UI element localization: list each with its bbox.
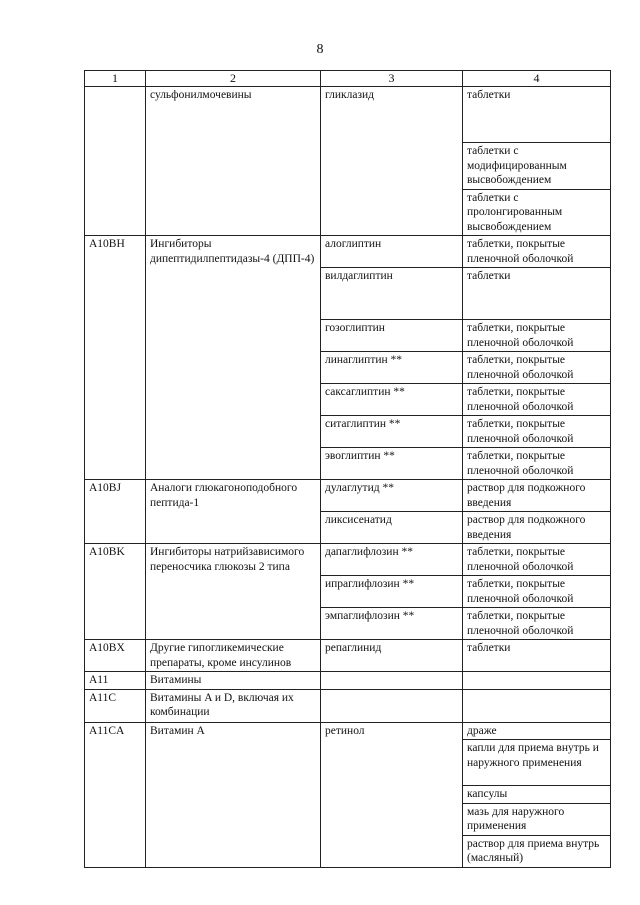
table-header-row — [85, 71, 611, 87]
form-cell: капли для приема внутрь и наружного применения — [463, 740, 611, 786]
drug-cell: линаглиптин ** — [321, 352, 463, 384]
form-cell: таблетки — [463, 268, 611, 320]
form-cell: раствор для приема внутрь (масляный) — [463, 835, 611, 867]
drug-cell: гозоглиптин — [321, 320, 463, 352]
group-cell: Витамин A — [146, 722, 321, 867]
form-cell: драже — [463, 722, 611, 740]
form-cell: таблетки, покрытые пленочной оболочкой — [463, 448, 611, 480]
group-cell: Аналоги глюкагоноподобного пептида-1 — [146, 480, 321, 544]
table-row — [85, 689, 611, 722]
drug-cell — [321, 689, 463, 722]
column-header: 4 — [463, 71, 611, 87]
form-cell: таблетки с модифицированным высвобождением — [463, 143, 611, 190]
atc-code-cell: A10BX — [85, 640, 146, 672]
table-row — [85, 236, 611, 268]
table-row — [85, 544, 611, 576]
atc-code-cell: A11 — [85, 672, 146, 690]
form-cell: таблетки, покрытые пленочной оболочкой — [463, 608, 611, 640]
atc-code-cell: A11CA — [85, 722, 146, 867]
drug-cell — [321, 672, 463, 690]
form-cell — [463, 672, 611, 690]
form-cell: таблетки, покрытые пленочной оболочкой — [463, 384, 611, 416]
column-header: 1 — [85, 71, 146, 87]
drug-cell: вилдаглиптин — [321, 268, 463, 320]
atc-code-cell: A10BH — [85, 236, 146, 480]
atc-code-cell: A11C — [85, 689, 146, 722]
drug-cell: дапаглифлозин ** — [321, 544, 463, 576]
drug-cell: дулаглутид ** — [321, 480, 463, 512]
drug-cell: ипраглифлозин ** — [321, 576, 463, 608]
form-cell: таблетки с пролонгированным высвобождением — [463, 189, 611, 236]
table-row — [85, 722, 611, 740]
form-cell: таблетки, покрытые пленочной оболочкой — [463, 236, 611, 268]
drug-cell: гликлазид — [321, 87, 463, 236]
table-row — [85, 672, 611, 690]
page-number: 8 — [316, 42, 324, 57]
atc-code-cell: A10BK — [85, 544, 146, 640]
group-cell: Ингибиторы натрийзависимого переносчика глюкозы 2 типа — [146, 544, 321, 640]
form-cell: таблетки — [463, 87, 611, 143]
table-row — [85, 480, 611, 512]
group-cell: Витамины — [146, 672, 321, 690]
form-cell: таблетки, покрытые пленочной оболочкой — [463, 416, 611, 448]
form-cell: таблетки — [463, 640, 611, 672]
form-cell: раствор для подкожного введения — [463, 480, 611, 512]
drug-cell: репаглинид — [321, 640, 463, 672]
form-cell: мазь для наружного применения — [463, 803, 611, 835]
table-row — [85, 640, 611, 672]
form-cell: таблетки, покрытые пленочной оболочкой — [463, 576, 611, 608]
form-cell: капсулы — [463, 786, 611, 804]
drug-cell: ситаглиптин ** — [321, 416, 463, 448]
table-row — [85, 87, 611, 143]
drug-cell: эмпаглифлозин ** — [321, 608, 463, 640]
drug-cell: ретинол — [321, 722, 463, 867]
form-cell: раствор для подкожного введения — [463, 512, 611, 544]
drug-cell: эвоглиптин ** — [321, 448, 463, 480]
drug-table — [84, 70, 611, 868]
drug-cell: ликсисенатид — [321, 512, 463, 544]
atc-code-cell — [85, 87, 146, 236]
group-cell: Другие гипогликемические препараты, кроме инсулинов — [146, 640, 321, 672]
group-cell: Витамины A и D, включая их комбинации — [146, 689, 321, 722]
drug-cell: саксаглиптин ** — [321, 384, 463, 416]
group-cell: сульфонилмочевины — [146, 87, 321, 236]
column-header: 2 — [146, 71, 321, 87]
form-cell — [463, 689, 611, 722]
group-cell: Ингибиторы дипептидилпептидазы-4 (ДПП-4) — [146, 236, 321, 480]
form-cell: таблетки, покрытые пленочной оболочкой — [463, 352, 611, 384]
drug-cell: алоглиптин — [321, 236, 463, 268]
form-cell: таблетки, покрытые пленочной оболочкой — [463, 544, 611, 576]
atc-code-cell: A10BJ — [85, 480, 146, 544]
column-header: 3 — [321, 71, 463, 87]
form-cell: таблетки, покрытые пленочной оболочкой — [463, 320, 611, 352]
